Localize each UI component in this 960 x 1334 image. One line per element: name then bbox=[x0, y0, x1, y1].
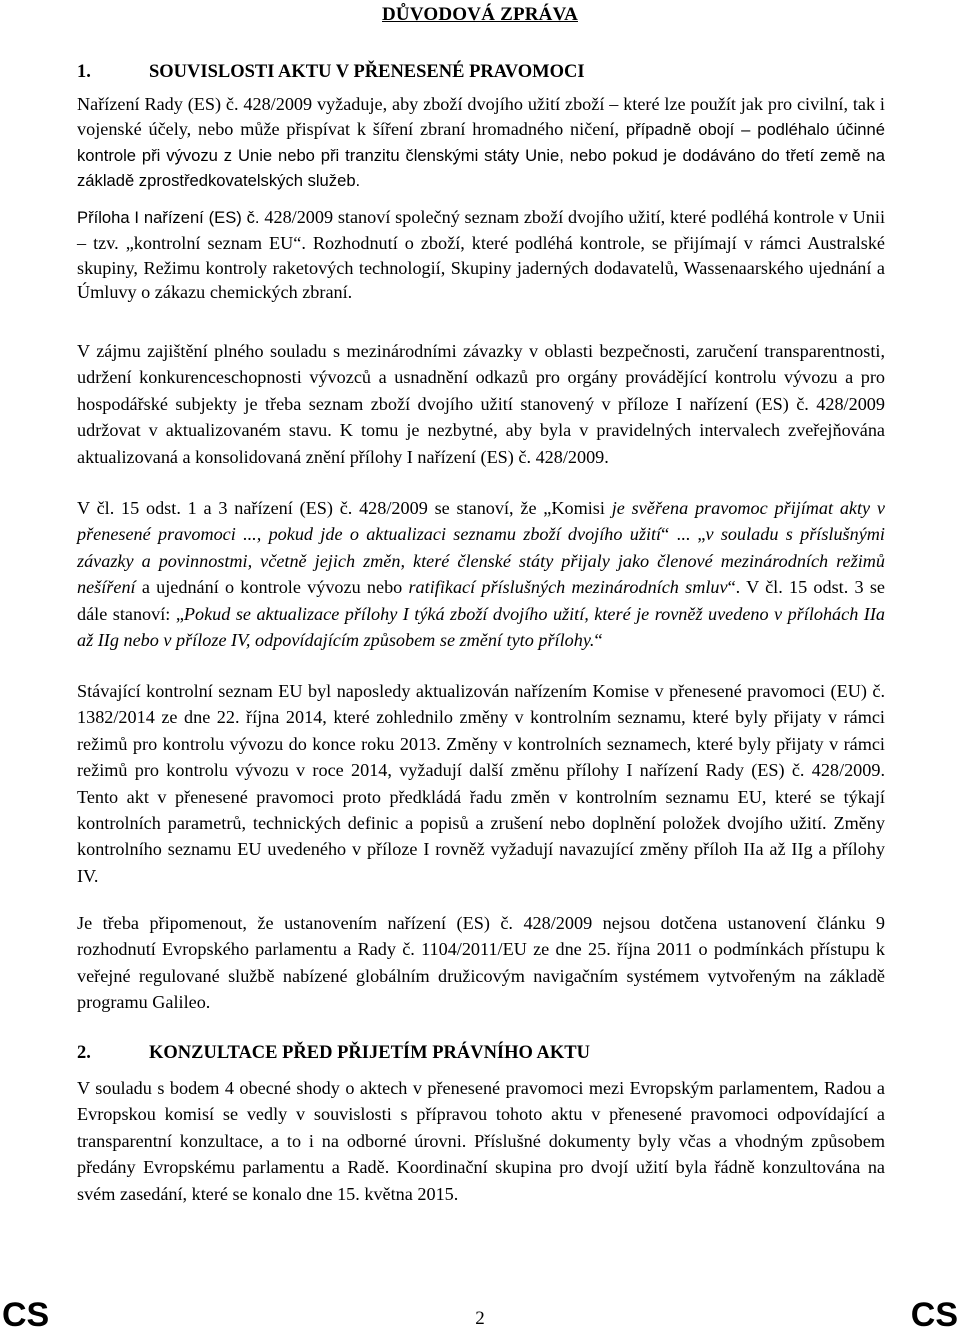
section-2-heading bbox=[77, 1043, 590, 1064]
paragraph-text: Příloha I nařízení (ES) č. bbox=[77, 208, 265, 227]
document-title: DŮVODOVÁ ZPRÁVA bbox=[382, 4, 578, 25]
paragraph-text: 428/2009 stanoví společný seznam zboží dvojího užití, které podléhá kontrole v Unii – tzv. bbox=[77, 207, 885, 253]
paragraph-text: „kontrolní seznam EU“. Rozhodnutí o zboží, které podléhá kontrole, se přijímají v rámci Australské skupiny, Režimu kontroly raketových technologií, Skupiny jaderných dodavatelů, Wassenaarského ujednání a Úmluvy o zákazu chemických zbraní. bbox=[77, 232, 885, 303]
paragraph-text: případně obojí – podléhalo účinné kontrole při vývozu z Unie nebo při tranzitu členskými státy Unie, nebo pokud je dodáváno do třetí země na základě zprostředkovatelských služeb. bbox=[77, 119, 885, 191]
paragraph-2 bbox=[77, 205, 885, 305]
section-title: KONZULTACE PŘED PŘIJETÍM PRÁVNÍHO AKTU bbox=[149, 1043, 590, 1063]
footer-language-left: CS bbox=[2, 1296, 50, 1334]
section-number: 1. bbox=[77, 62, 91, 82]
quote-text: Pokud se aktualizace přílohy I týká zboží dvojího užití, které je rovněž uvedeno v přílohách IIa až IIg nebo v příloze IV, odpovídajícím způsobem se změní tyto přílohy. bbox=[77, 603, 885, 651]
paragraph-text: Nařízení Rady (ES) č. 428/2009 vyžaduje, aby zboží dvojího užití zboží – které lze použít jak pro civilní, tak i vojenské účely, nebo může přispívat k šíření zbraní hromadného ničení, bbox=[77, 94, 885, 139]
quote-text: v souladu s příslušnými závazky a povinnostmi, včetně jejich změn, které členské státy přijaly jako členové mezinárodních režimů nešíření bbox=[77, 524, 885, 598]
paragraph-5: Stávající kontrolní seznam EU byl naposledy aktualizován nařízením Komise v přenesené pravomoci (EU) č. 1382/2014 ze dne 22. října 2014, které zohlednilo změny v kontrolním seznamu, které byly přijaty v rámci režimů pro kontrolu vývozu do konce roku 2013. Změny v kontrolních seznamech, které byly přijaty v rámci režimů pro kontrolu vývozu v roce 2014, vyžadují další změnu přílohy I nařízení Rady (ES) č. 428/2009. Tento akt v přenesené pravomoci proto předkládá řadu změn v kontrolním seznamu EU, které se týkají kontrolních parametrů, technických definic a popisů a zrušení nebo doplnění položek dvojího užití. Změny kontrolního seznamu EU uvedeného v příloze I rovněž vyžadují navazující změny příloh IIa až IIg a přílohy IV. bbox=[77, 681, 885, 886]
paragraph-text: a ujednání o kontrole vývozu nebo bbox=[135, 577, 409, 598]
paragraph-6: Je třeba připomenout, že ustanovením nařízení (ES) č. 428/2009 nejsou dotčena ustanovení článku 9 rozhodnutí Evropského parlamentu a Rady č. 1104/2011/EU ze dne 25. října 2011 o podmínkách přístupu k veřejné regulované službě nabízené globálním družicovým navigačním systémem vytvořeným na základě programu Galileo. bbox=[77, 913, 885, 1013]
section-1-heading bbox=[77, 62, 585, 83]
footer-language-right: CS bbox=[910, 1296, 958, 1334]
paragraph-4 bbox=[77, 495, 885, 653]
paragraph-text: “. V čl. 15 odst. 3 se dále stanoví: „ bbox=[77, 577, 885, 624]
paragraph-text: “ bbox=[594, 630, 603, 651]
paragraph-3: V zájmu zajištění plného souladu s mezinárodními závazky v oblasti bezpečnosti, zaručení transparentnosti, udržení konkurenceschopnosti vývozců a usnadnění odkazů pro orgány provádějící kontrolu vývozu a pro hospodářské subjekty je třeba seznam zboží dvojího užití stanovený v příloze I nařízení (ES) č. 428/2009 udržovat v aktualizovaném stavu. K tomu je nezbytné, aby byla v pravidelných intervalech zveřejňována aktualizovaná a konsolidovaná znění přílohy I nařízení (ES) č. 428/2009. bbox=[77, 341, 885, 467]
paragraph-text: V čl. 15 odst. 1 a 3 nařízení (ES) č. 428/2009 se stanoví, že „Komisi bbox=[77, 498, 612, 518]
page-number: 2 bbox=[475, 1308, 485, 1329]
paragraph-1 bbox=[77, 92, 885, 194]
paragraph-7: V souladu s bodem 4 obecné shody o aktech v přenesené pravomoci mezi Evropským parlamentem, Radou a Evropskou komisí se vedly v souvislosti s přípravou tohoto aktu v přenesené pravomoci odpovídající a transparentní konzultace, a to i na odborné úrovni. Příslušné dokumenty byly včas a vhodným způsobem předány Evropskému parlamentu a Radě. Koordinační skupina pro dvojí užití byla řádně konzultována na svém zasedání, které se konalo dne 15. května 2015. bbox=[77, 1078, 885, 1204]
quote-text: je svěřena pravomoc přijímat akty v přenesené pravomoci ..., pokud jde o aktualizaci seznamu zboží dvojího užití bbox=[77, 498, 885, 545]
quote-text: ratifikací příslušných mezinárodních smluv bbox=[408, 577, 728, 598]
section-number: 2. bbox=[77, 1043, 91, 1063]
section-title: SOUVISLOSTI AKTU V PŘENESENÉ PRAVOMOCI bbox=[149, 62, 585, 82]
paragraph-text: “ ... „ bbox=[661, 524, 706, 545]
